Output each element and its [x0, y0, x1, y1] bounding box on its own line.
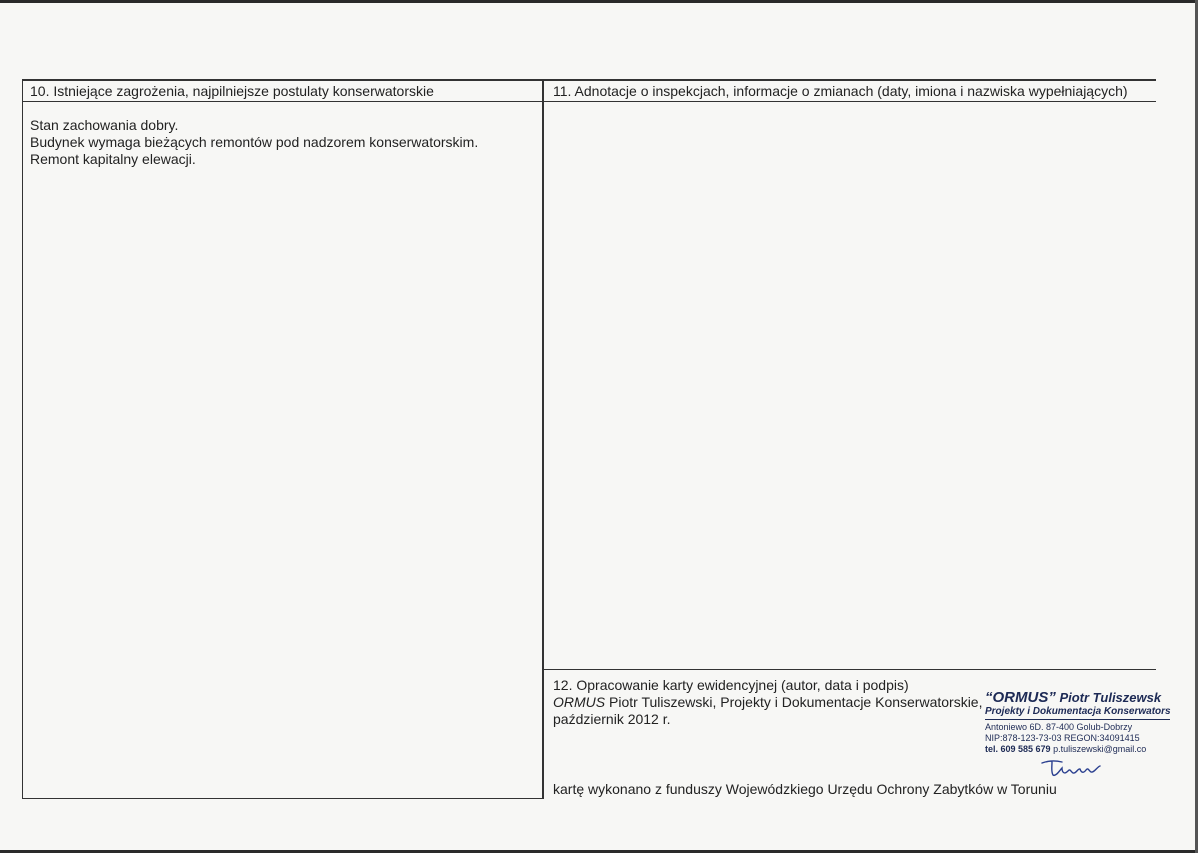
section10-line-2: Budynek wymaga bieżących remontów pod nadzorem konserwatorskim.	[30, 134, 479, 150]
section11-title-underline	[544, 101, 1156, 102]
section12-author-company: ORMUS	[553, 694, 606, 710]
stamp-company-quoted: “ORMUS”	[985, 689, 1056, 706]
section12-author	[553, 694, 982, 711]
stamp-company-name	[985, 690, 1195, 705]
scan-top-edge	[0, 0, 1198, 3]
section10-line-1: Stan zachowania dobry.	[30, 117, 179, 133]
middle-rule	[542, 79, 544, 799]
section12-author-rest: Piotr Tuliszewski, Projekty i Dokumentacje Konserwatorskie,	[605, 694, 983, 710]
stamp-subtitle: Projekty i Dokumentacja Konserwators	[985, 705, 1170, 720]
section10-line-3: Remont kapitalny elewacji.	[30, 151, 196, 167]
section11-title: 11. Adnotacje o inspekcjach, informacje o zmianach (daty, imiona i nazwiska wypełniających)	[553, 83, 1128, 99]
section10-title-underline	[22, 101, 542, 102]
section10-title: 10. Istniejące zagrożenia, najpilniejsze postulaty konserwatorskie	[30, 83, 434, 99]
top-rule	[22, 79, 1156, 81]
section12-funding: kartę wykonano z funduszy Wojewódzkiego Urzędu Ochrony Zabytków w Toruniu	[553, 781, 1057, 797]
section12-title: 12. Opracowanie karty ewidencyjnej (autor, data i podpis)	[553, 677, 909, 693]
company-stamp	[985, 690, 1195, 755]
stamp-contact	[985, 744, 1195, 755]
left-rule	[22, 79, 23, 799]
stamp-tel: tel. 609 585 679	[985, 744, 1051, 754]
stamp-address: Antoniewo 6D. 87-400 Golub-Dobrzy	[985, 722, 1133, 732]
stamp-email: p.tuliszewski@gmail.co	[1050, 744, 1147, 754]
section12-date: październik 2012 r.	[553, 711, 671, 727]
handwritten-signature	[1040, 758, 1110, 785]
stamp-company-owner: Piotr Tuliszewsk	[1055, 690, 1162, 705]
left-bottom-rule	[22, 798, 542, 799]
stamp-ids: NIP:878-123-73-03 REGON:34091415	[985, 733, 1140, 743]
section12-top-rule	[544, 669, 1156, 670]
